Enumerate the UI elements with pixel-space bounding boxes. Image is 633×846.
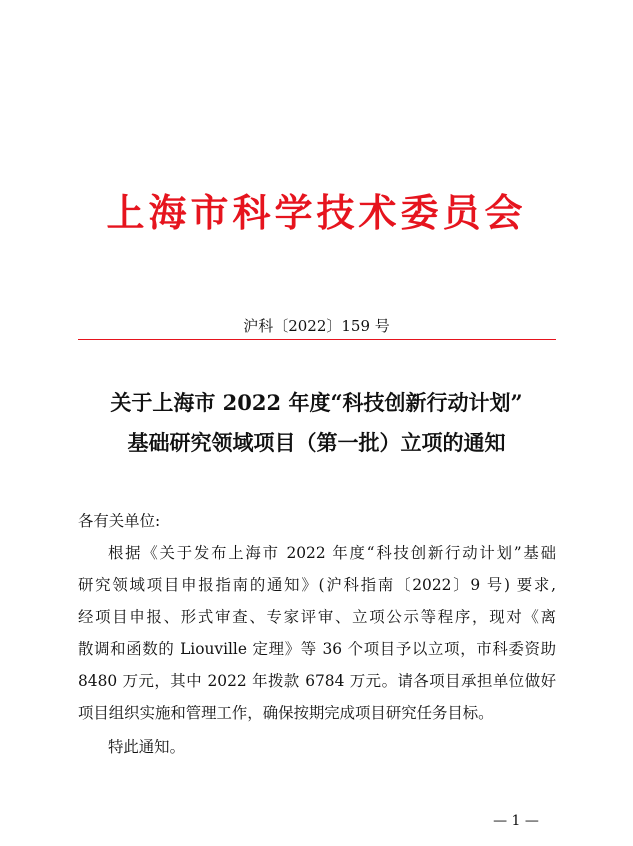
red-divider-line [78,339,556,340]
document-title-line-2: 基础研究领域项目（第一批）立项的通知 [127,430,506,455]
document-number: 沪科〔2022〕159 号 [243,317,390,335]
paragraph-line: 经项目申报、形式审查、专家评审、立项公示等程序，现对《离 [78,608,556,626]
closing-remark: 特此通知。 [108,738,185,756]
paragraph-line: 8480 万元，其中 2022 年拨款 6784 万元。请各项目承担单位做好 [78,672,556,690]
paragraph-line: 散调和函数的 Liouville 定理》等 36 个项目予以立项，市科委资助 [78,640,556,658]
paragraph-line: 研究领域项目申报指南的通知》(沪科指南〔2022〕9 号) 要求, [78,576,556,594]
document-title-line-1: 关于上海市 2022 年度“科技创新行动计划” [110,390,523,415]
paragraph-line: 项目组织实施和管理工作，确保按期完成项目研究任务目标。 [78,704,494,722]
page-number: — 1 — [493,813,539,829]
salutation: 各有关单位: [78,512,161,530]
paragraph-line: 根据《关于发布上海市 2022 年度“科技创新行动计划”基础 [108,544,556,562]
organization-header: 上海市科学技术委员会 [106,190,527,235]
